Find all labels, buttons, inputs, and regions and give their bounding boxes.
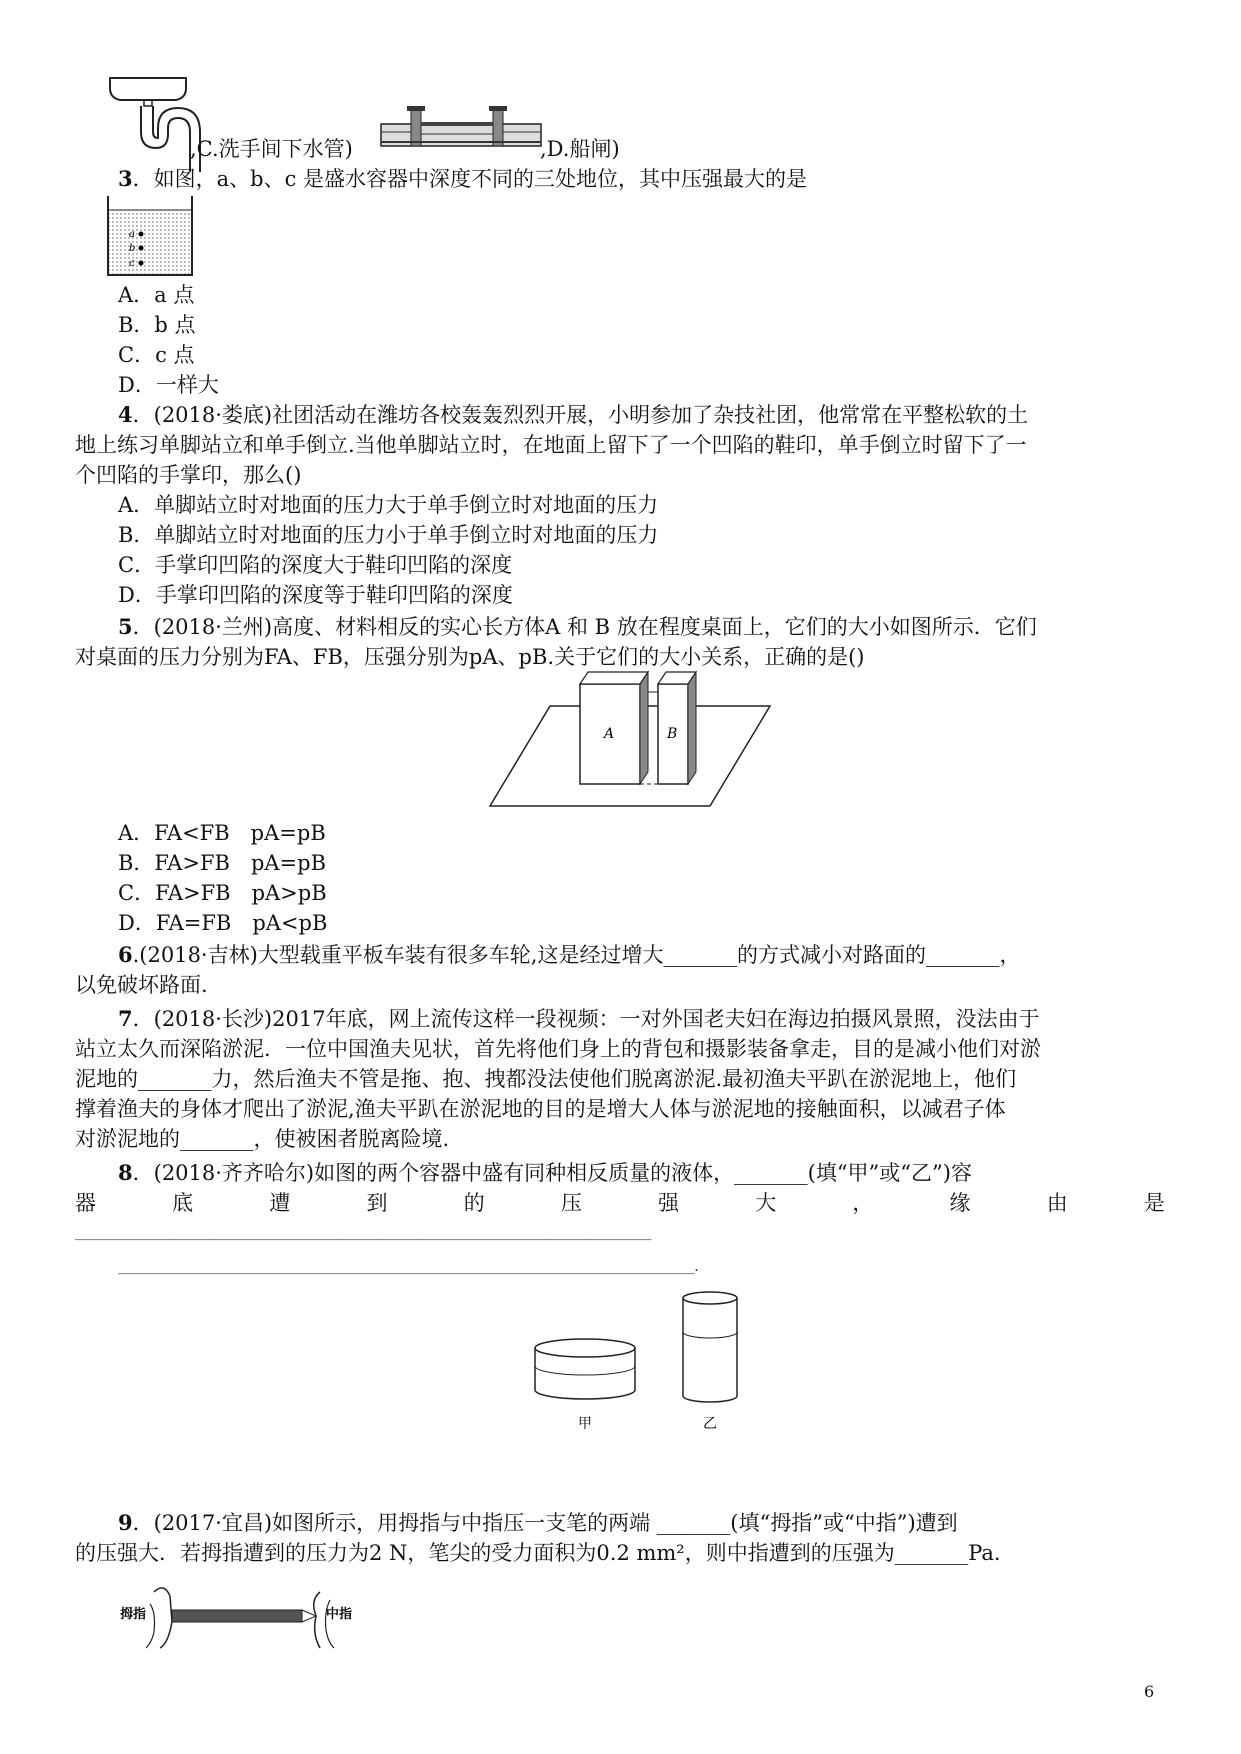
q7-line3: 泥地的_______力，然后渔夫不管是拖、抱、拽都没法使他们脱离淤泥.最初渔夫平趴在淤泥地上，他们 bbox=[75, 1067, 1017, 1091]
q3-option-b: B．b 点 bbox=[118, 313, 196, 337]
q6-line1-text: .(2018·吉林)大型载重平板车装有很多车轮,这是经过增大_______的方式减小对路面的_______， bbox=[132, 943, 1021, 967]
q3-stem bbox=[118, 164, 807, 194]
q5-option-d: D．FA=FB pA<pB bbox=[118, 911, 328, 935]
q8-answer-line-2: ______________________________________________________________________________________. bbox=[118, 1259, 699, 1275]
two-containers-figure bbox=[530, 1290, 770, 1440]
q4-line1 bbox=[118, 400, 1028, 430]
q4-number: 4 bbox=[118, 402, 133, 427]
fig-label-b: b bbox=[129, 243, 136, 254]
q7-number: 7 bbox=[118, 1006, 133, 1031]
q9-number: 9 bbox=[118, 1510, 133, 1535]
sink-drainpipe-figure bbox=[108, 76, 198, 176]
blocks-on-table-figure bbox=[490, 666, 770, 808]
q2-option-d: ,D.船闸) bbox=[540, 137, 620, 161]
q3-stem-text: ．如图，a、b、c 是盛水容器中深度不同的三处地位，其中压强最大的是 bbox=[132, 167, 808, 191]
q5-option-a: A．FA<FB pA=pB bbox=[118, 821, 326, 845]
q3-option-a: A．a 点 bbox=[118, 283, 195, 307]
q7-line2: 站立太久而深陷淤泥．一位中国渔夫见状，首先将他们身上的背包和摄影装备拿走，目的是减小他们对淤 bbox=[75, 1037, 1041, 1061]
q4-option-b: B．单脚站立时对地面的压力小于单手倒立时对地面的压力 bbox=[118, 523, 659, 547]
middle-finger-label: 中指 bbox=[326, 1607, 353, 1622]
q8-line1-text: ．(2018·齐齐哈尔)如图的两个容器中盛有同种相反质量的液体，_______(填“甲”或“乙”)容 bbox=[132, 1161, 972, 1185]
q6-number: 6 bbox=[118, 942, 133, 967]
q4-line1-text: ．(2018·娄底)社团活动在潍坊各校轰轰烈烈开展，小明参加了杂技社团，他常常在平整松软的土 bbox=[132, 403, 1029, 427]
q5-line1-text: ．(2018·兰州)高度、材料相反的实心长方体A 和 B 放在程度桌面上，它们的大小如图所示．它们 bbox=[132, 615, 1037, 639]
q3-option-d: D．一样大 bbox=[118, 373, 219, 397]
fig-label-c: c bbox=[129, 258, 135, 269]
q5-number: 5 bbox=[118, 614, 133, 639]
q7-line4: 撑着渔夫的身体才爬出了淤泥,渔夫平趴在淤泥地的目的是增大人体与淤泥地的接触面积，以减君子体 bbox=[75, 1097, 1006, 1121]
page-number: 6 bbox=[1144, 1682, 1155, 1701]
water-container-figure bbox=[107, 196, 193, 276]
pen-fingers-figure bbox=[120, 1582, 360, 1652]
q5-line1 bbox=[118, 612, 1037, 642]
fig-label-a: a bbox=[129, 229, 135, 240]
q6-line2: 以免破坏路面. bbox=[75, 973, 208, 997]
q4-option-a: A．单脚站立时对地面的压力大于单手倒立时对地面的压力 bbox=[118, 493, 659, 517]
q4-line2: 地上练习单脚站立和单手倒立.当他单脚站立时，在地面上留下了一个凹陷的鞋印，单手倒立时留下了一 bbox=[75, 433, 1027, 457]
container-jia-label: 甲 bbox=[578, 1416, 592, 1432]
q5-line2: 对桌面的压力分别为FA、FB，压强分别为pA、pB.关于它们的大小关系，正确的是() bbox=[75, 645, 865, 669]
q4-option-d: D．手掌印凹陷的深度等于鞋印凹陷的深度 bbox=[118, 583, 513, 607]
q8-line2: 器 底 遭 到 的 压 强 大 ， 缘 由 是 bbox=[75, 1191, 1165, 1215]
q7-line1 bbox=[118, 1004, 1040, 1034]
q4-line3: 个凹陷的手掌印，那么() bbox=[75, 463, 302, 487]
q6-line1 bbox=[118, 940, 1020, 970]
q7-line5: 对淤泥地的_______，使被困者脱离险境. bbox=[75, 1127, 450, 1151]
q3-number: 3 bbox=[118, 166, 133, 191]
thumb-label: 拇指 bbox=[120, 1607, 147, 1622]
block-a-label: A bbox=[604, 726, 615, 742]
q3-option-c: C．c 点 bbox=[118, 343, 195, 367]
q9-line1-text: ．(2017·宜昌)如图所示，用拇指与中指压一支笔的两端 _______(填“拇指”或“中指”)遭到 bbox=[132, 1511, 958, 1535]
q4-option-c: C．手掌印凹陷的深度大于鞋印凹陷的深度 bbox=[118, 553, 513, 577]
q8-answer-line-1: ______________________________________________________________________________________ bbox=[75, 1225, 652, 1241]
ship-lock-figure bbox=[381, 106, 541, 150]
q5-option-c: C．FA>FB pA>pB bbox=[118, 881, 327, 905]
container-yi-label: 乙 bbox=[703, 1416, 717, 1432]
block-b-label: B bbox=[667, 726, 678, 742]
q5-option-b: B．FA>FB pA=pB bbox=[118, 851, 327, 875]
q8-line1 bbox=[118, 1158, 972, 1188]
q2-option-c: ,C.洗手间下水管) bbox=[190, 137, 353, 161]
q9-line1 bbox=[118, 1508, 958, 1538]
q9-line2: 的压强大．若拇指遭到的压力为2 N，笔尖的受力面积为0.2 mm²，则中指遭到的压强为_______Pa. bbox=[75, 1541, 1001, 1565]
q7-line1-text: ．(2018·长沙)2017年底，网上流传这样一段视频：一对外国老夫妇在海边拍摄风景照，没法由于 bbox=[132, 1007, 1040, 1031]
q8-number: 8 bbox=[118, 1160, 133, 1185]
